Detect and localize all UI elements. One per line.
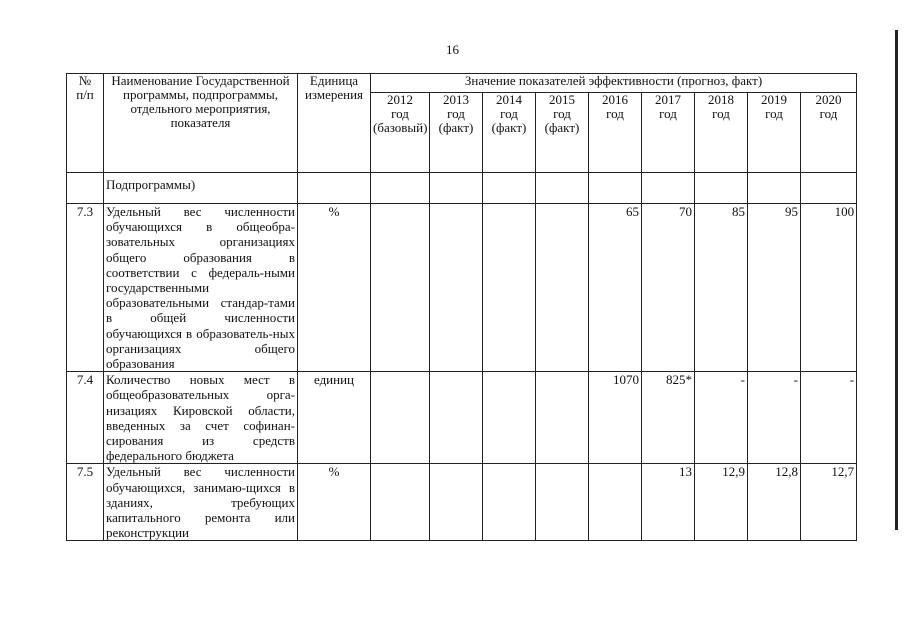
indicators-table xyxy=(66,73,857,541)
value-cell-2014 xyxy=(483,464,536,541)
year-label: 2015 xyxy=(549,92,575,107)
header-unit: Единица измерения xyxy=(298,74,371,173)
value-cell-2017: 825* xyxy=(642,372,695,464)
year-word: год xyxy=(553,106,571,121)
row-number: 7.3 xyxy=(67,204,104,372)
table-row xyxy=(67,204,857,372)
year-label: 2019 xyxy=(761,92,787,107)
page-number: 16 xyxy=(446,42,459,57)
value-cell-2014 xyxy=(483,372,536,464)
year-header-2012 xyxy=(371,93,430,173)
row-number: 7.4 xyxy=(67,372,104,464)
value-cell-2016: 1070 xyxy=(589,372,642,464)
value-cell-2012 xyxy=(371,204,430,372)
year-word: год xyxy=(712,106,730,121)
year-header-2014 xyxy=(483,93,536,173)
value-cell-2013 xyxy=(430,464,483,541)
row-indicator-name: Количество новых мест в общеобразовательных орга-низациях Кировской области, введенных за счет софинан-сирования из средств федерального бюджета xyxy=(104,372,298,464)
value-cell-2020: - xyxy=(801,372,857,464)
value-cell-2014 xyxy=(483,204,536,372)
value-cell-2020: 100 xyxy=(801,204,857,372)
value-cell-2019: - xyxy=(748,372,801,464)
page-edge-line xyxy=(895,30,898,530)
row-indicator-name: Удельный вес численности обучающихся, занимаю-щихся в зданиях, требующих капитального ремонта или реконструкции xyxy=(104,464,298,541)
value-cell-2019: 12,8 xyxy=(748,464,801,541)
value-cell-2017: 70 xyxy=(642,204,695,372)
year-label: 2020 xyxy=(815,92,842,107)
year-header-2013 xyxy=(430,93,483,173)
year-word: год xyxy=(819,106,838,121)
row-unit: единиц xyxy=(298,372,371,464)
year-header-2016 xyxy=(589,93,642,173)
row-indicator-name: Удельный вес численности обучающихся в общеобра-зовательных организациях общего образования в соответствии с федераль-ными государственными образовательными стандар-тами в общей численности обучающихся в образователь-ных организациях общего образования xyxy=(104,204,298,372)
value-cell-2018: - xyxy=(695,372,748,464)
year-note: (факт) xyxy=(491,120,527,135)
row-unit: % xyxy=(298,204,371,372)
year-label: 2014 xyxy=(496,92,522,107)
header-name: Наименование Государственной программы, подпрограммы, отдельного мероприятия, показателя xyxy=(104,74,298,173)
value-cell-2013 xyxy=(430,372,483,464)
table-row xyxy=(67,464,857,541)
year-word: год xyxy=(659,106,677,121)
year-label: 2018 xyxy=(708,92,734,107)
value-cell-2012 xyxy=(371,372,430,464)
value-cell-2018: 12,9 xyxy=(695,464,748,541)
value-cell-2015 xyxy=(536,204,589,372)
continuation-num-cell xyxy=(67,173,104,204)
year-header-2018 xyxy=(695,93,748,173)
table-row xyxy=(67,372,857,464)
year-header-2015 xyxy=(536,93,589,173)
year-word: год xyxy=(606,106,624,121)
value-cell-2015 xyxy=(536,372,589,464)
value-cell-2016 xyxy=(589,464,642,541)
year-note: (факт) xyxy=(544,120,580,135)
table-body xyxy=(67,173,857,541)
value-cell-2013 xyxy=(430,204,483,372)
value-cell-2020: 12,7 xyxy=(801,464,857,541)
header-row-top xyxy=(67,74,857,93)
row-number: 7.5 xyxy=(67,464,104,541)
value-cell-2015 xyxy=(536,464,589,541)
year-label: 2012 xyxy=(387,92,413,107)
year-header-2017 xyxy=(642,93,695,173)
value-cell-2019: 95 xyxy=(748,204,801,372)
continuation-name: Подпрограммы) xyxy=(104,173,298,204)
year-label: 2017 xyxy=(655,92,681,107)
year-note: (факт) xyxy=(438,120,474,135)
year-word: год xyxy=(391,106,409,121)
year-word: год xyxy=(765,106,783,121)
row-unit: % xyxy=(298,464,371,541)
year-header-2020 xyxy=(801,93,857,173)
year-label: 2016 xyxy=(602,92,628,107)
value-cell-2018: 85 xyxy=(695,204,748,372)
value-cell-2017: 13 xyxy=(642,464,695,541)
year-word: год xyxy=(447,106,465,121)
year-label: 2013 xyxy=(443,92,469,107)
value-cell-2016: 65 xyxy=(589,204,642,372)
year-header-2019 xyxy=(748,93,801,173)
continuation-row xyxy=(67,173,857,204)
year-word: год xyxy=(500,106,518,121)
year-note: (базовый) xyxy=(373,120,428,135)
header-values: Значение показателей эффективности (прогноз, факт) xyxy=(371,74,857,93)
value-cell-2012 xyxy=(371,464,430,541)
header-number: № п/п xyxy=(67,74,104,173)
